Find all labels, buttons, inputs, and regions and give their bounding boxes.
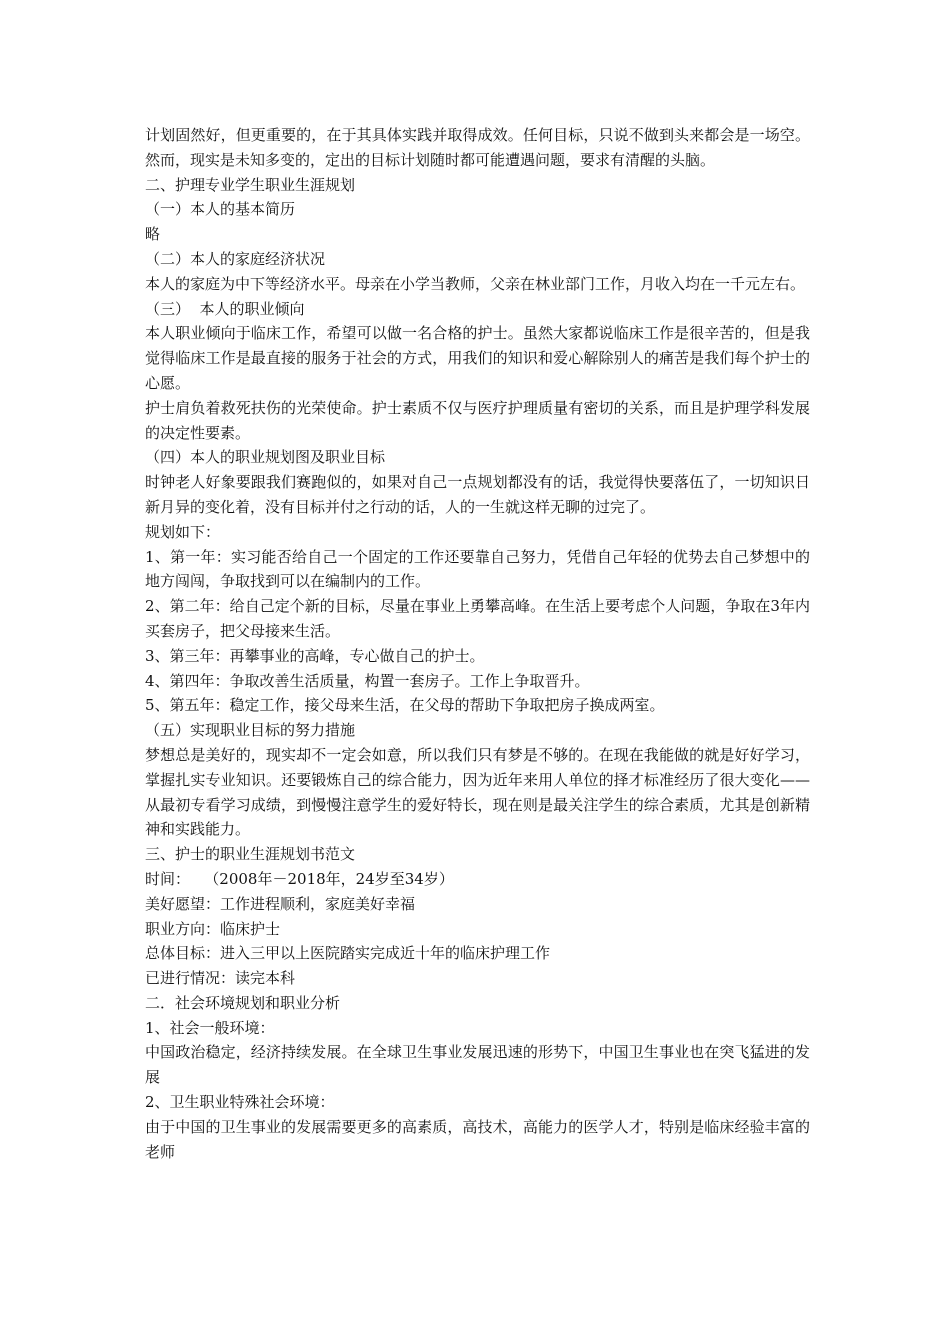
paragraph: 由于中国的卫生事业的发展需要更多的高素质，高技术，高能力的医学人才，特别是临床经验丰富的老师 bbox=[145, 1117, 810, 1161]
paragraph: 总体目标：进入三甲以上医院踏实完成近十年的临床护理工作 bbox=[145, 944, 551, 963]
list-item: 1、社会一般环境： bbox=[145, 1018, 275, 1037]
paragraph: 护士肩负着救死扶伤的光荣使命。护士素质不仅与医疗护理质量有密切的关系，而且是护理学科发展的决定性要素。 bbox=[145, 398, 810, 442]
paragraph: 时钟老人好象要跟我们赛跑似的，如果对自己一点规划都没有的话，我觉得快要落伍了，一切知识日新月异的变化着，没有目标并付之行动的话，人的一生就这样无聊的过完了。 bbox=[145, 473, 810, 516]
list-item: 4、第四年：争取改善生活质量，构置一套房子。工作上争取晋升。 bbox=[145, 671, 590, 690]
subsection-heading: （五）实现职业目标的努力措施 bbox=[145, 721, 356, 740]
paragraph: 梦想总是美好的，现实却不一定会如意，所以我们只有梦是不够的。在现在我能做的就是好好学习，掌握扎实专业知识。还要锻炼自己的综合能力，因为近年来用人单位的择才标准经历了很大变化——从最初专看学习成绩，到慢慢注意学生的爱好特长，现在则是最关注学生的综合素质，尤其是创新精神和实践能力。 bbox=[145, 745, 810, 839]
section-heading: 二、护理专业学生职业生涯规划 bbox=[145, 175, 356, 194]
paragraph: 计划固然好，但更重要的，在于其具体实践并取得成效。任何目标，只说不做到头来都会是一场空。然而，现实是未知多变的，定出的目标计划随时都可能遭遇问题，要求有清醒的头脑。 bbox=[145, 126, 810, 169]
paragraph: 规划如下： bbox=[145, 522, 221, 541]
list-item: 5、第五年：稳定工作，接父母来生活，在父母的帮助下争取把房子换成两室。 bbox=[145, 696, 665, 715]
list-item: 1、第一年：实习能否给自己一个固定的工作还要靠自己努力，凭借自己年轻的优势去自己梦想中的地方闯闯，争取找到可以在编制内的工作。 bbox=[145, 547, 810, 591]
paragraph: 本人职业倾向于临床工作，希望可以做一名合格的护士。虽然大家都说临床工作是很辛苦的，但是我觉得临床工作是最直接的服务于社会的方式，用我们的知识和爱心解除别人的痛苦是我们每个护士的心愿。 bbox=[145, 324, 810, 392]
paragraph: 略 bbox=[145, 225, 161, 244]
list-item: 2、第二年：给自己定个新的目标，尽量在事业上勇攀高峰。在生活上要考虑个人问题，争取在3年内买套房子，把父母接来生活。 bbox=[145, 597, 810, 640]
subsection-heading: （二）本人的家庭经济状况 bbox=[145, 249, 326, 268]
subsection-heading: （四）本人的职业规划图及职业目标 bbox=[145, 448, 386, 467]
paragraph: 美好愿望：工作进程顺利，家庭美好幸福 bbox=[145, 894, 416, 913]
list-item: 3、第三年：再攀事业的高峰，专心做自己的护士。 bbox=[145, 646, 485, 665]
document-body bbox=[145, 123, 810, 1164]
paragraph: 时间： （2008年－2018年，24岁至34岁） bbox=[145, 869, 454, 888]
paragraph: 已进行情况：读完本科 bbox=[145, 969, 296, 988]
section-heading: 二．社会环境规划和职业分析 bbox=[145, 993, 341, 1012]
section-heading: 三、护士的职业生涯规划书范文 bbox=[145, 845, 356, 864]
list-item: 2、卫生职业特殊社会环境： bbox=[145, 1093, 335, 1112]
subsection-heading: （一）本人的基本简历 bbox=[145, 200, 296, 219]
paragraph: 本人的家庭为中下等经济水平。母亲在小学当教师，父亲在林业部门工作，月收入均在一千元左右。 bbox=[145, 274, 806, 293]
paragraph: 中国政治稳定，经济持续发展。在全球卫生事业发展迅速的形势下，中国卫生事业也在突飞猛进的发展 bbox=[145, 1043, 810, 1087]
paragraph: 职业方向：临床护士 bbox=[145, 919, 281, 938]
subsection-heading: （三） 本人的职业倾向 bbox=[145, 299, 305, 318]
